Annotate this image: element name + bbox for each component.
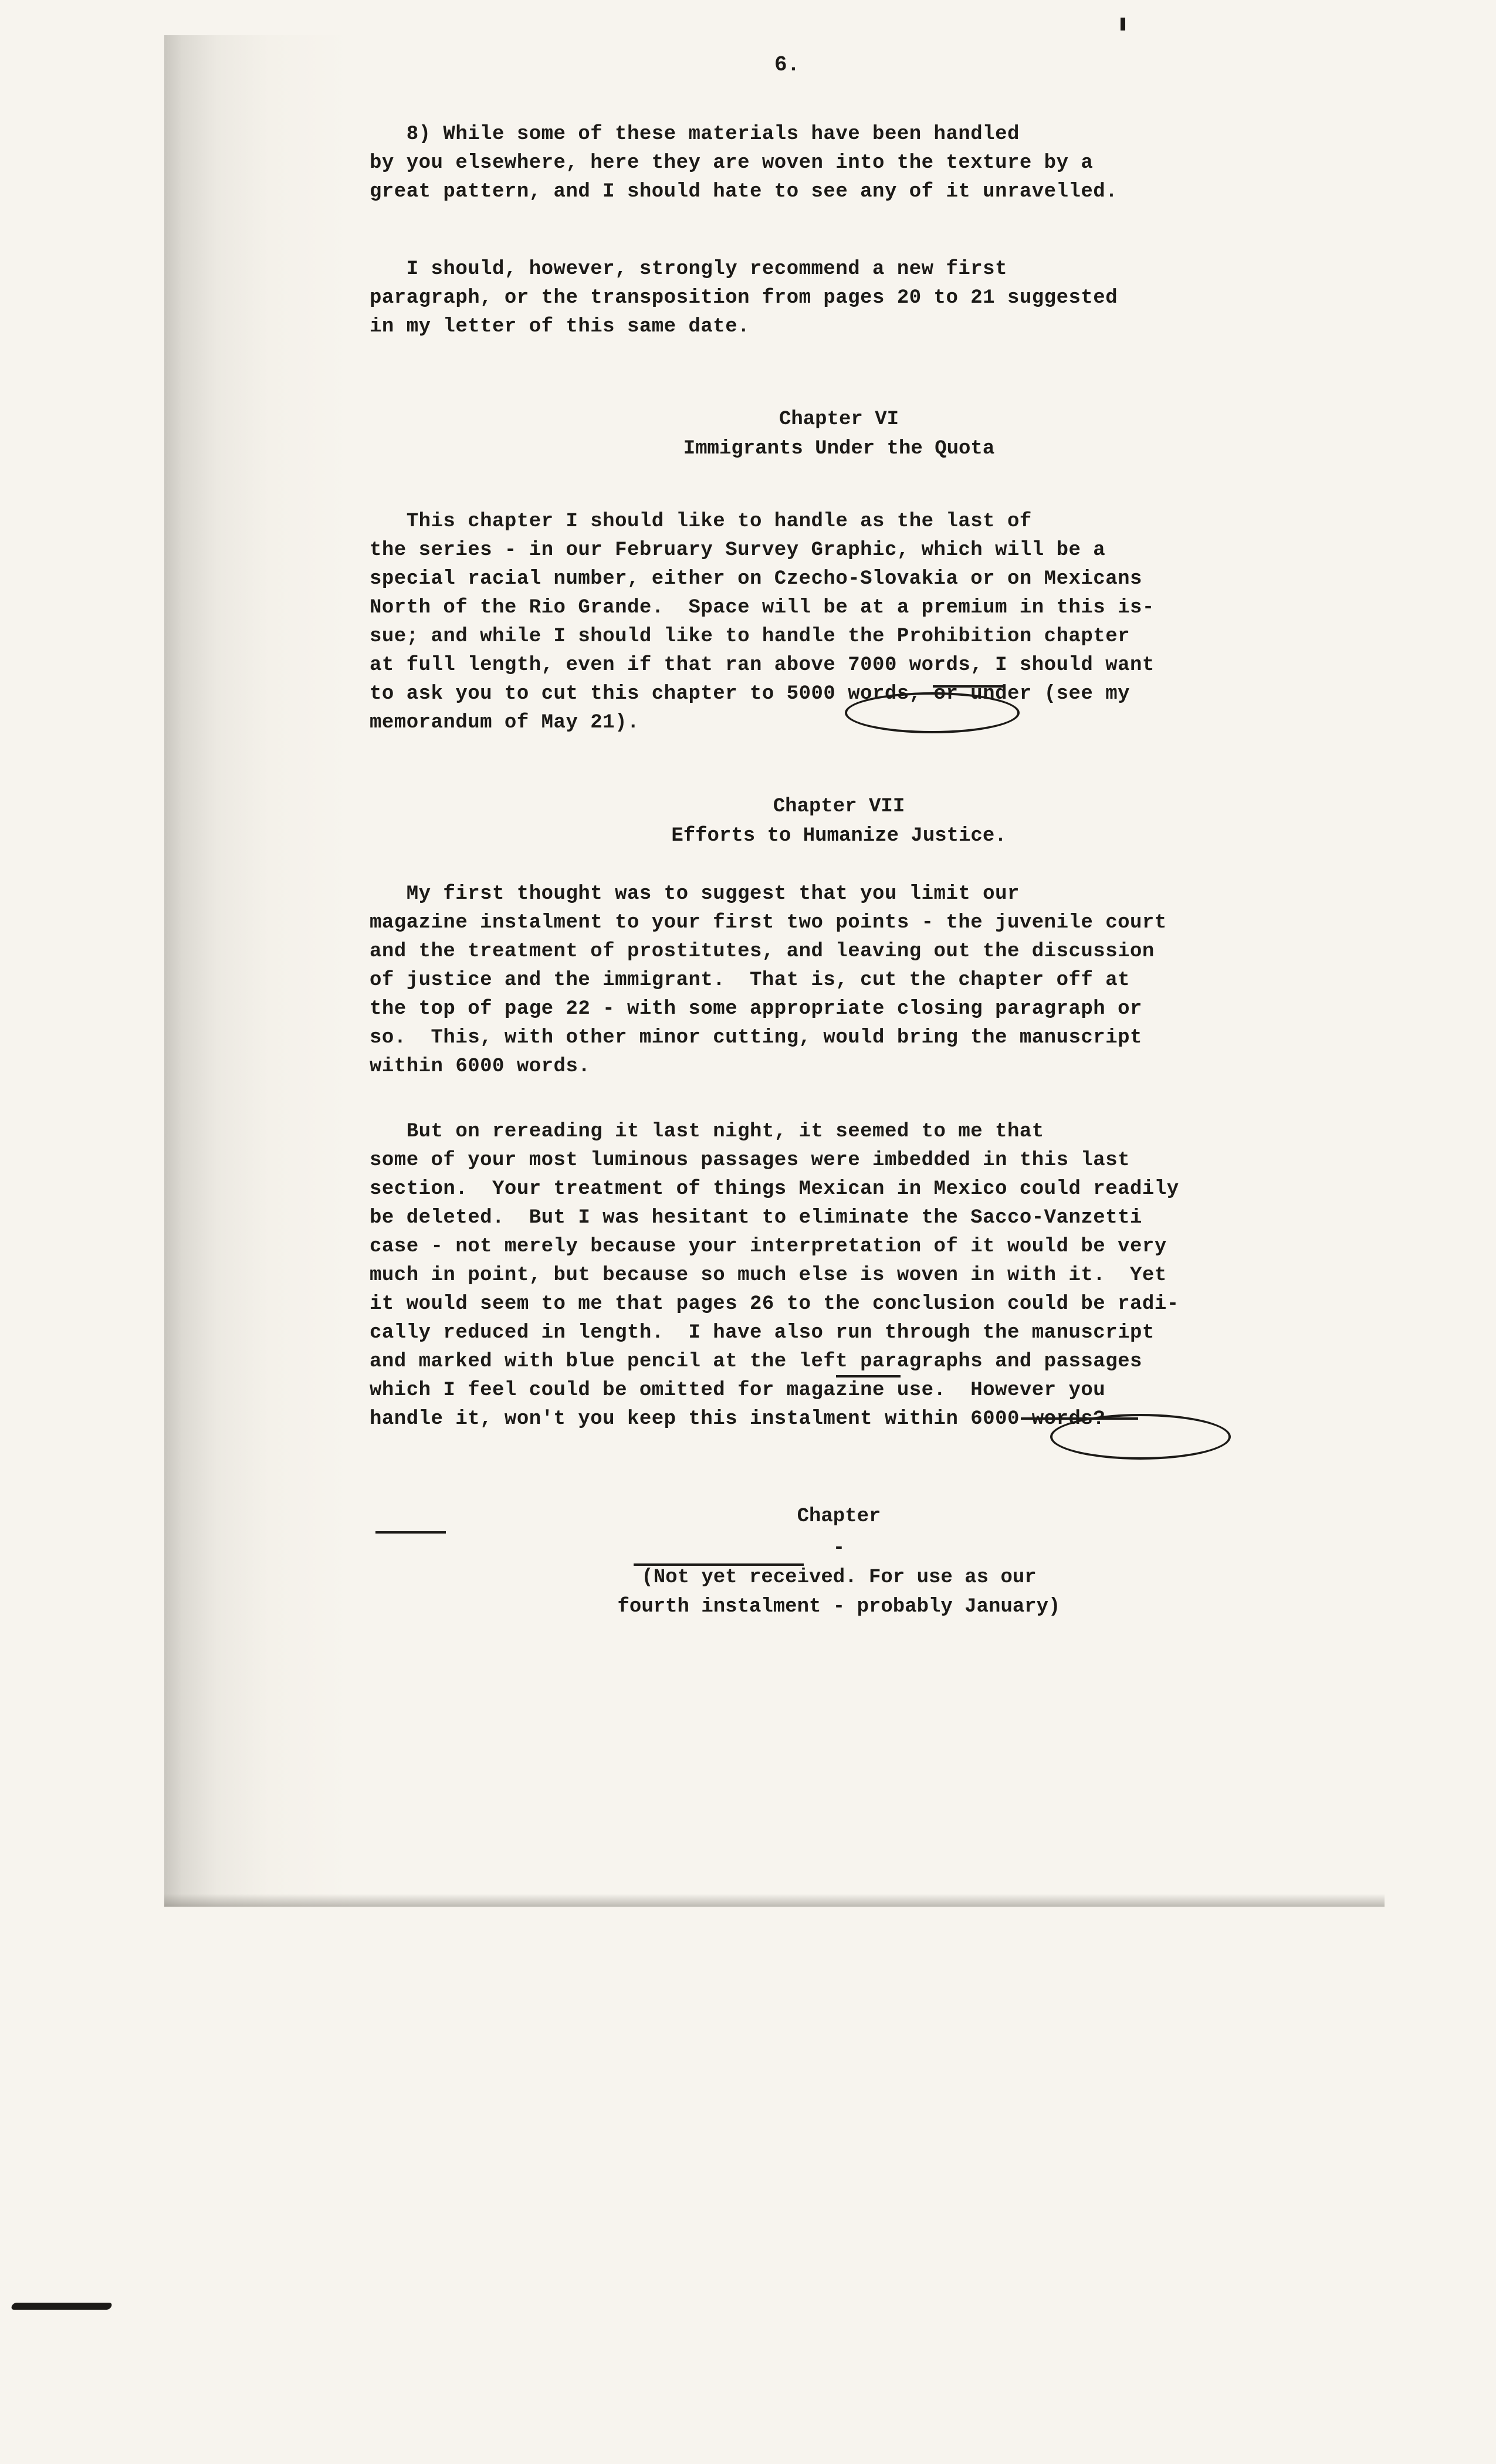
- text-line: and marked with blue pencil at the left paragraphs and passages: [370, 1351, 1142, 1373]
- text-line: so. This, with other minor cutting, would bring the manuscript: [370, 1027, 1142, 1049]
- chapter-next-note-1: (Not yet received. For use as our: [641, 1566, 1037, 1589]
- text-line: at full length, even if that ran above 7000 words, I should want: [370, 654, 1155, 676]
- chapter-7-subtitle: Efforts to Humanize Justice.: [671, 825, 1007, 847]
- text-line: it would seem to me that pages 26 to the conclusion could be radi-: [370, 1293, 1179, 1315]
- text-line: case - not merely because your interpretation of it would be very: [370, 1236, 1167, 1258]
- paragraph-first-thought: [370, 880, 1308, 1081]
- text-line: be deleted. But I was hesitant to eliminate the Sacco-Vanzetti: [370, 1207, 1142, 1229]
- text-line: by you elsewhere, here they are woven into the texture by a: [370, 152, 1094, 174]
- text-line: great pattern, and I should hate to see any of it unravelled.: [370, 181, 1118, 203]
- underline-not-yet-received: [634, 1563, 804, 1566]
- text-line: of justice and the immigrant. That is, cut the chapter off at: [370, 969, 1131, 991]
- text-line: section. Your treatment of things Mexican in Mexico could readily: [370, 1178, 1179, 1200]
- top-corner-mark: [1121, 18, 1125, 31]
- text-line: some of your most luminous passages were imbedded in this last: [370, 1149, 1131, 1172]
- text-line: much in point, but because so much else is woven in with it. Yet: [370, 1264, 1167, 1287]
- text-line: the series - in our February Survey Graphic, which will be a: [370, 539, 1106, 561]
- underline-left: [836, 1375, 901, 1377]
- chapter-6-heading: [370, 405, 1308, 463]
- circle-mark-6000-words: [1050, 1414, 1231, 1460]
- paragraph-chapter-6: [370, 507, 1308, 737]
- text-line: and the treatment of prostitutes, and leaving out the discussion: [370, 940, 1155, 963]
- text-line: which I feel could be omitted for magazine use. However you: [370, 1379, 1106, 1402]
- text-line: to ask you to cut this chapter to 5000 words, or under (see my: [370, 683, 1131, 705]
- text-line: But on rereading it last night, it seemed to me that: [370, 1121, 1044, 1143]
- text-line: North of the Rio Grande. Space will be at a premium in this is-: [370, 597, 1155, 619]
- chapter-7-heading: [370, 792, 1308, 851]
- text-line: magazine instalment to your first two points - the juvenile court: [370, 912, 1167, 934]
- text-line: cally reduced in length. I have also run through the manuscript: [370, 1322, 1155, 1344]
- text-line: I should, however, strongly recommend a new first: [370, 258, 1007, 280]
- text-line: the top of page 22 - with some appropriate closing paragraph or: [370, 998, 1142, 1020]
- chapter-next-heading: [370, 1502, 1308, 1622]
- text-line: paragraph, or the transposition from pages 20 to 21 suggested: [370, 287, 1118, 309]
- paragraph-recommendation: [370, 255, 1308, 341]
- underline-however-you: [1021, 1417, 1138, 1420]
- chapter-6-title: Chapter VI: [779, 408, 899, 431]
- text-line: within 6000 words.: [370, 1055, 591, 1078]
- text-line: This chapter I should like to handle as the last of: [370, 510, 1032, 533]
- margin-pen-stroke: [11, 2303, 113, 2310]
- text-line: sue; and while I should like to handle the Prohibition chapter: [370, 625, 1131, 648]
- paragraph-8: [370, 120, 1308, 207]
- circle-mark-5000-words: [845, 692, 1020, 733]
- text-line: My first thought was to suggest that you limit our: [370, 883, 1020, 905]
- chapter-next-note-2: fourth instalment - probably January): [617, 1596, 1061, 1618]
- chapter-next-title: Chapter -: [370, 1502, 1308, 1563]
- text-line: handle it, won't you keep this instalment within 6000 words?: [370, 1408, 1106, 1430]
- chapter-6-subtitle: Immigrants Under the Quota: [683, 438, 995, 460]
- chapter-7-title: Chapter VII: [773, 796, 905, 818]
- chapter-number-blank: [375, 1531, 446, 1534]
- text-line: special racial number, either on Czecho-Slovakia or on Mexicans: [370, 568, 1142, 590]
- text-line: 8) While some of these materials have been handled: [370, 123, 1020, 145]
- text-line: memorandum of May 21).: [370, 712, 639, 734]
- text-line: in my letter of this same date.: [370, 316, 750, 338]
- page-number: 6.: [774, 53, 800, 77]
- underline-7000: [933, 685, 1003, 688]
- paragraph-rereading: [370, 1118, 1308, 1434]
